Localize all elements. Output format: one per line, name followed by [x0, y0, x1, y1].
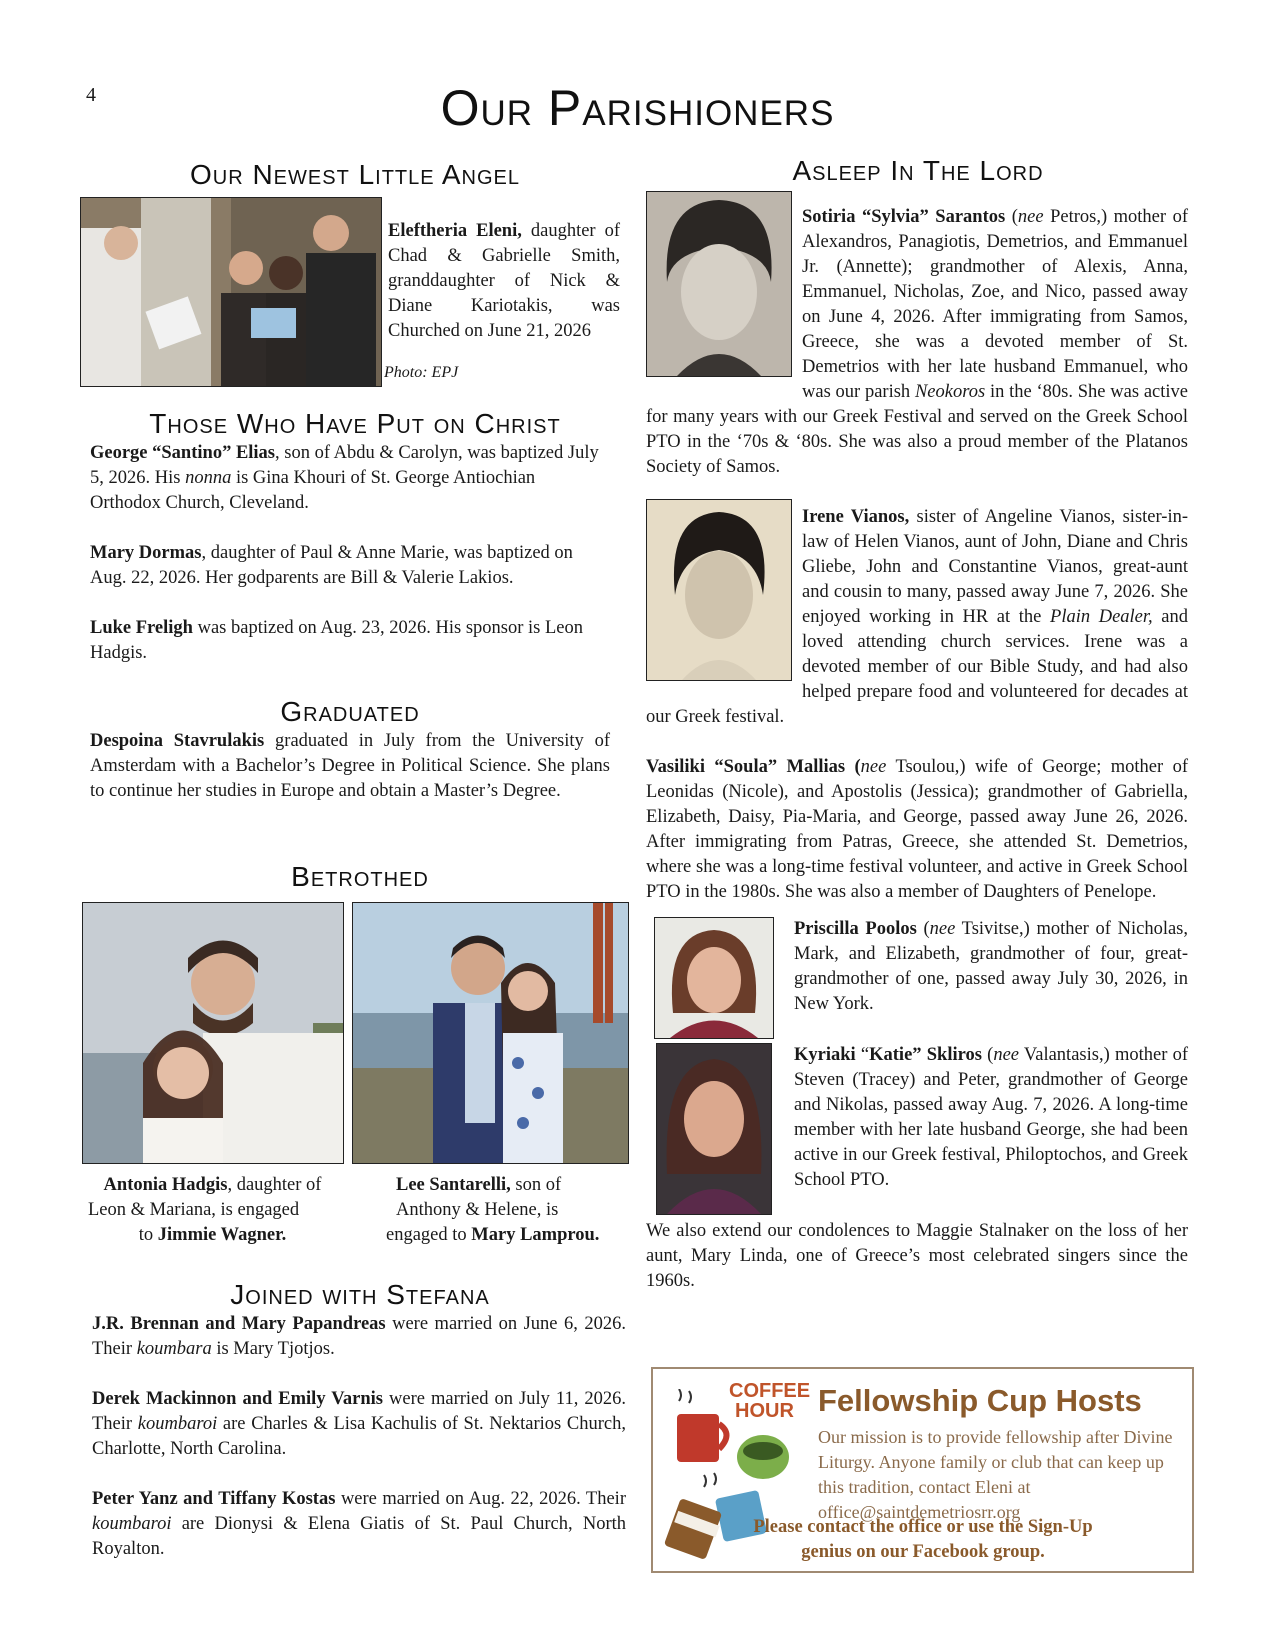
obituary-entry [646, 1043, 1188, 1193]
baptism-name: Luke Freligh [90, 618, 193, 638]
obituary-term: Neokoros [914, 382, 986, 402]
obituary-text: ( [981, 1045, 994, 1065]
page-number: 4 [86, 84, 96, 106]
logo-line: COFFEE [729, 1380, 811, 1402]
wedding-text: is Mary Tjotjos. [211, 1339, 335, 1359]
wedding-term: koumbara [136, 1339, 212, 1359]
deceased-name: Katie” Skliros [869, 1045, 982, 1065]
baptism-text: is Gina Khouri of St. George Antiochian Orthodox Church, Cleveland. [90, 468, 536, 513]
portrait-photo [646, 191, 792, 377]
churching-photo [80, 197, 382, 387]
wedding-term: koumbaroi [92, 1514, 172, 1534]
obituary-text: Valantasis,) mother of Steven (Tracey) and Peter, grandmother of George and Nikolas, passed away Aug. 7, 2026. A long-time member with her late husband George, she had been active in our Greek festival, Philoptochos, and Greek School PTO. [794, 1045, 1188, 1190]
fellowship-title: Fellowship Cup Hosts [818, 1383, 1142, 1418]
graduate-name: Despoina Stavrulakis [90, 731, 265, 751]
caption-text: son of [510, 1175, 562, 1195]
partner-name: Jimmie Wagner. [157, 1225, 287, 1245]
wedding-entry [92, 1387, 626, 1462]
christ-heading: Those Who Have Put on Christ [149, 408, 561, 439]
fellowship-footer: Please contact the office or use the Sign-Up genius on our Facebook group. [753, 1517, 1093, 1562]
portrait-photo [646, 499, 792, 681]
baptism-name: Mary Dormas [90, 543, 202, 563]
obituary-entry [646, 205, 1188, 480]
deceased-name: Priscilla Poolos [794, 919, 917, 939]
graduate-details: graduated in July from the University of Amsterdam with a Bachelor’s Degree in Political Science. She plans to continue her studies in Europe and obtain a Master’s Degree. [90, 731, 610, 801]
obituary-text: and loved attending church services. Irene was a devoted member of our Bible Study, and had also helped prepare food and volunteered for decades at our Greek festival. [646, 607, 1189, 727]
photo-credit: Photo: EPJ [384, 364, 459, 381]
baptism-name: George “Santino” Elias [90, 443, 276, 463]
baptism-entry [90, 616, 610, 666]
caption-text: , daughter of [227, 1175, 322, 1195]
angel-heading: Our Newest Little Angel [190, 159, 520, 190]
betrothed-name: Lee Santarelli, [396, 1175, 511, 1195]
angel-name: Eleftheria Eleni, [388, 221, 522, 241]
graduated-heading: Graduated [280, 696, 420, 727]
obituary-text: sister of Angeline Vianos, sister-in-law of Helen Vianos, aunt of John, Diane and Chris Gliebe, John and Constantine Vianos, great-aunt and cousin to many, passed away June 7, 2026. She enjoyed working in HR at the [802, 507, 1188, 627]
wedding-text: were married on Aug. 22, 2026. Their [335, 1489, 626, 1509]
portrait-photo [654, 917, 774, 1039]
obituary-entry [646, 917, 1188, 1029]
engagement-photo [82, 902, 344, 1164]
obituary-text: “ [855, 1045, 870, 1065]
deceased-name: Kyriaki [794, 1045, 856, 1065]
wedding-names: Peter Yanz and Tiffany Kostas [92, 1489, 336, 1509]
angel-text [388, 219, 620, 344]
baptism-text: was baptized on Aug. 23, 2026. His sponsor is Leon Hadgis. [90, 618, 583, 663]
obituary-term: nee [860, 757, 887, 777]
caption-text: Anthony & Helene, is [396, 1200, 559, 1220]
stefana-heading: Joined with Stefana [230, 1279, 490, 1310]
obituary-text: ( [1005, 207, 1018, 227]
coffee-hour-logo [729, 1381, 810, 1421]
wedding-entry [92, 1487, 626, 1562]
stefana-entries [92, 1312, 626, 1562]
obituary-term: nee [929, 919, 956, 939]
obituary-text: Petros,) mother of Alexandros, Panagiotis, Demetrios, and Emmanuel Jr. (Annette); grandmother of Alexis, Anna, Emmanuel, Nicholas, Zoe, and Nico, passed away on June 4, 2026. After immigrating from Samos, Greece, she was a devoted member of St. Demetrios with her late husband Emmanuel, who was our parish [802, 207, 1188, 402]
page-title: Our Parishioners [440, 80, 835, 136]
obituary-term: nee [993, 1045, 1020, 1065]
obituary-text: Tsivitse,) mother of Nicholas, Mark, and Elizabeth, grandmother of four, great-grandmother of one, passed away July 30, 2026, in New York. [794, 919, 1188, 1014]
baptism-entry [90, 541, 610, 591]
obituary-text: Tsoulou,) wife of George; mother of Leonidas (Nicole), and Apostolis (Jessica); grandmother of Gabriella, Elizabeth, Daisy, Pia-Maria, and George, passed away June 26, 2026. After immigrating from Patras, Greece, she attended St. Demetrios, where she was a long-time festival volunteer, and active in Greek School PTO in the 1980s. She was also a member of Daughters of Penelope. [646, 757, 1188, 902]
baptism-text: , daughter of Paul & Anne Marie, was baptized on Aug. 22, 2026. Her godparents are Bill & Valerie Lakios. [90, 543, 573, 588]
baptism-text: , son of Abdu & Carolyn, was baptized July 5, 2026. His [90, 443, 599, 488]
obituary-entry [646, 755, 1188, 905]
wedding-text: are Charles & Lisa Kachulis of St. Nektarios Church, Charlotte, North Carolina. [92, 1414, 626, 1459]
wedding-text: are Dionysi & Elena Giatis of St. Paul Church, North Royalton. [92, 1514, 626, 1559]
fellowship-body: Our mission is to provide fellowship after Divine Liturgy. Anyone family or club that can keep up this tradition, contact Eleni at office@saintdemetriosrr.org [818, 1427, 1173, 1522]
wedding-text: were married on July 11, 2026. Their [92, 1389, 626, 1434]
angel-details: daughter of Chad & Gabrielle Smith, granddaughter of Nick & Diane Kariotakis, was Churched on June 21, 2026 [388, 221, 620, 341]
betrothed-name: Antonia Hadgis [103, 1175, 228, 1195]
wedding-text: were married on June 6, 2026. Their [92, 1314, 626, 1359]
logo-line: HOUR [735, 1400, 794, 1422]
fellowship-cup-box [651, 1367, 1194, 1573]
obituary-text: in the ‘80s. She was active for many years with our Greek Festival and served on the Greek School PTO in the ‘70s & ‘80s. She was also a proud member of the Platanos Society of Samos. [646, 382, 1188, 477]
deceased-name: Sotiria “Sylvia” Sarantos [802, 207, 1006, 227]
condolence-text: We also extend our condolences to Maggie Stalnaker on the loss of her aunt, Mary Linda, one of Greece’s most celebrated singers since the 1960s. [646, 1221, 1188, 1291]
partner-name: Mary Lamprou. [471, 1225, 600, 1245]
asleep-heading: Asleep In The Lord [792, 155, 1044, 186]
obituary-entry [646, 505, 1188, 730]
christ-entries [90, 441, 610, 666]
wedding-names: J.R. Brennan and Mary Papandreas [92, 1314, 386, 1334]
wedding-term: koumbaroi [137, 1414, 218, 1434]
couple-caption [382, 1173, 632, 1248]
obituary-text: ( [916, 919, 930, 939]
deceased-name: Vasiliki “Soula” Mallias ( [646, 757, 861, 777]
caption-text: engaged to [386, 1225, 472, 1245]
obituary-term: nee [1017, 207, 1044, 227]
obituary-term: Plain Dealer, [1050, 607, 1153, 627]
engagement-photo [352, 902, 629, 1164]
betrothed-heading: Betrothed [291, 861, 429, 892]
deceased-name: Irene Vianos, [802, 507, 910, 527]
obituaries [646, 195, 1188, 1294]
couple-caption [80, 1173, 345, 1248]
wedding-names: Derek Mackinnon and Emily Varnis [92, 1389, 384, 1409]
baptism-entry [90, 441, 610, 516]
caption-text: to [138, 1225, 158, 1245]
baptism-term: nonna [185, 468, 232, 488]
caption-text: Leon & Mariana, is engaged [88, 1200, 300, 1220]
portrait-photo [656, 1043, 772, 1215]
graduated-text [90, 729, 610, 804]
wedding-entry [92, 1312, 626, 1362]
